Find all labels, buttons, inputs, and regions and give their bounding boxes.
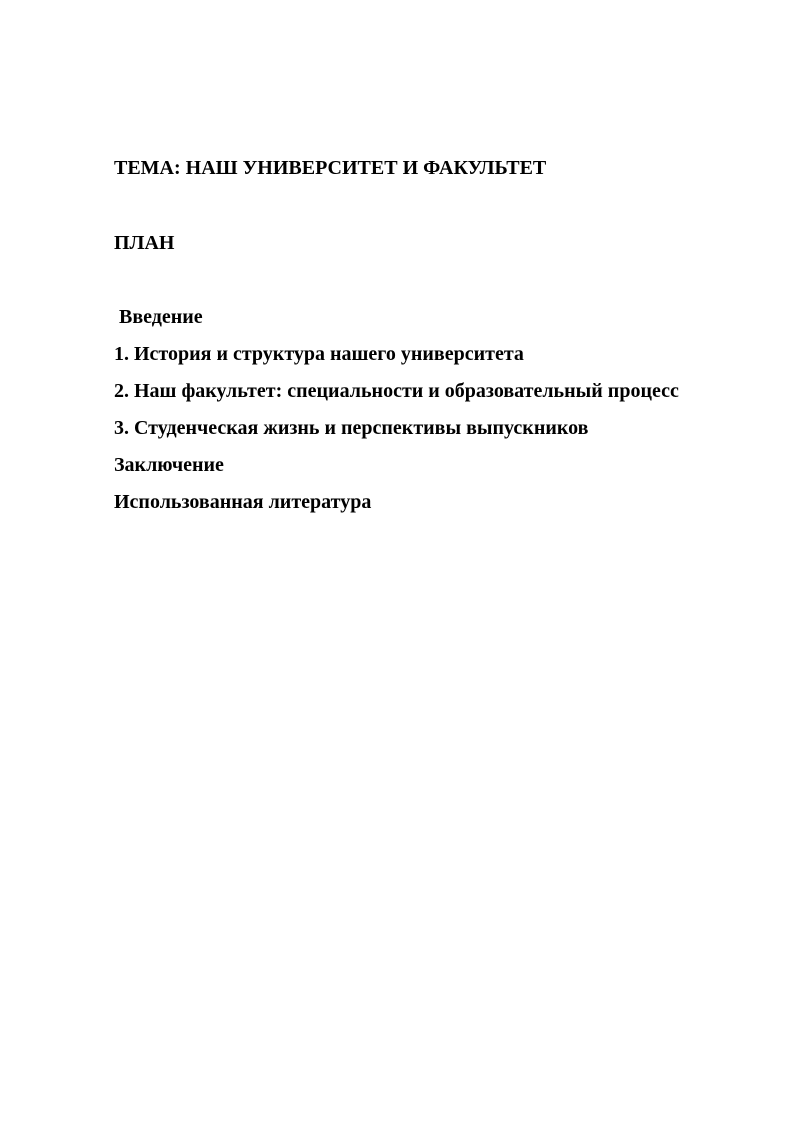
plan-item-2: 2. Наш факультет: специальности и образовательный процесс [114,380,679,402]
plan-heading: ПЛАН [114,232,175,254]
plan-list [114,305,679,527]
plan-item-conclusion: Заключение [114,454,224,476]
topic-title: ТЕМА: НАШ УНИВЕРСИТЕТ И ФАКУЛЬТЕТ [114,157,547,179]
plan-item-1: 1. История и структура нашего университета [114,343,524,365]
plan-item-references: Использованная литература [114,491,372,513]
plan-item-3: 3. Студенческая жизнь и перспективы выпускников [114,417,589,439]
plan-item-introduction: Введение [119,306,203,328]
